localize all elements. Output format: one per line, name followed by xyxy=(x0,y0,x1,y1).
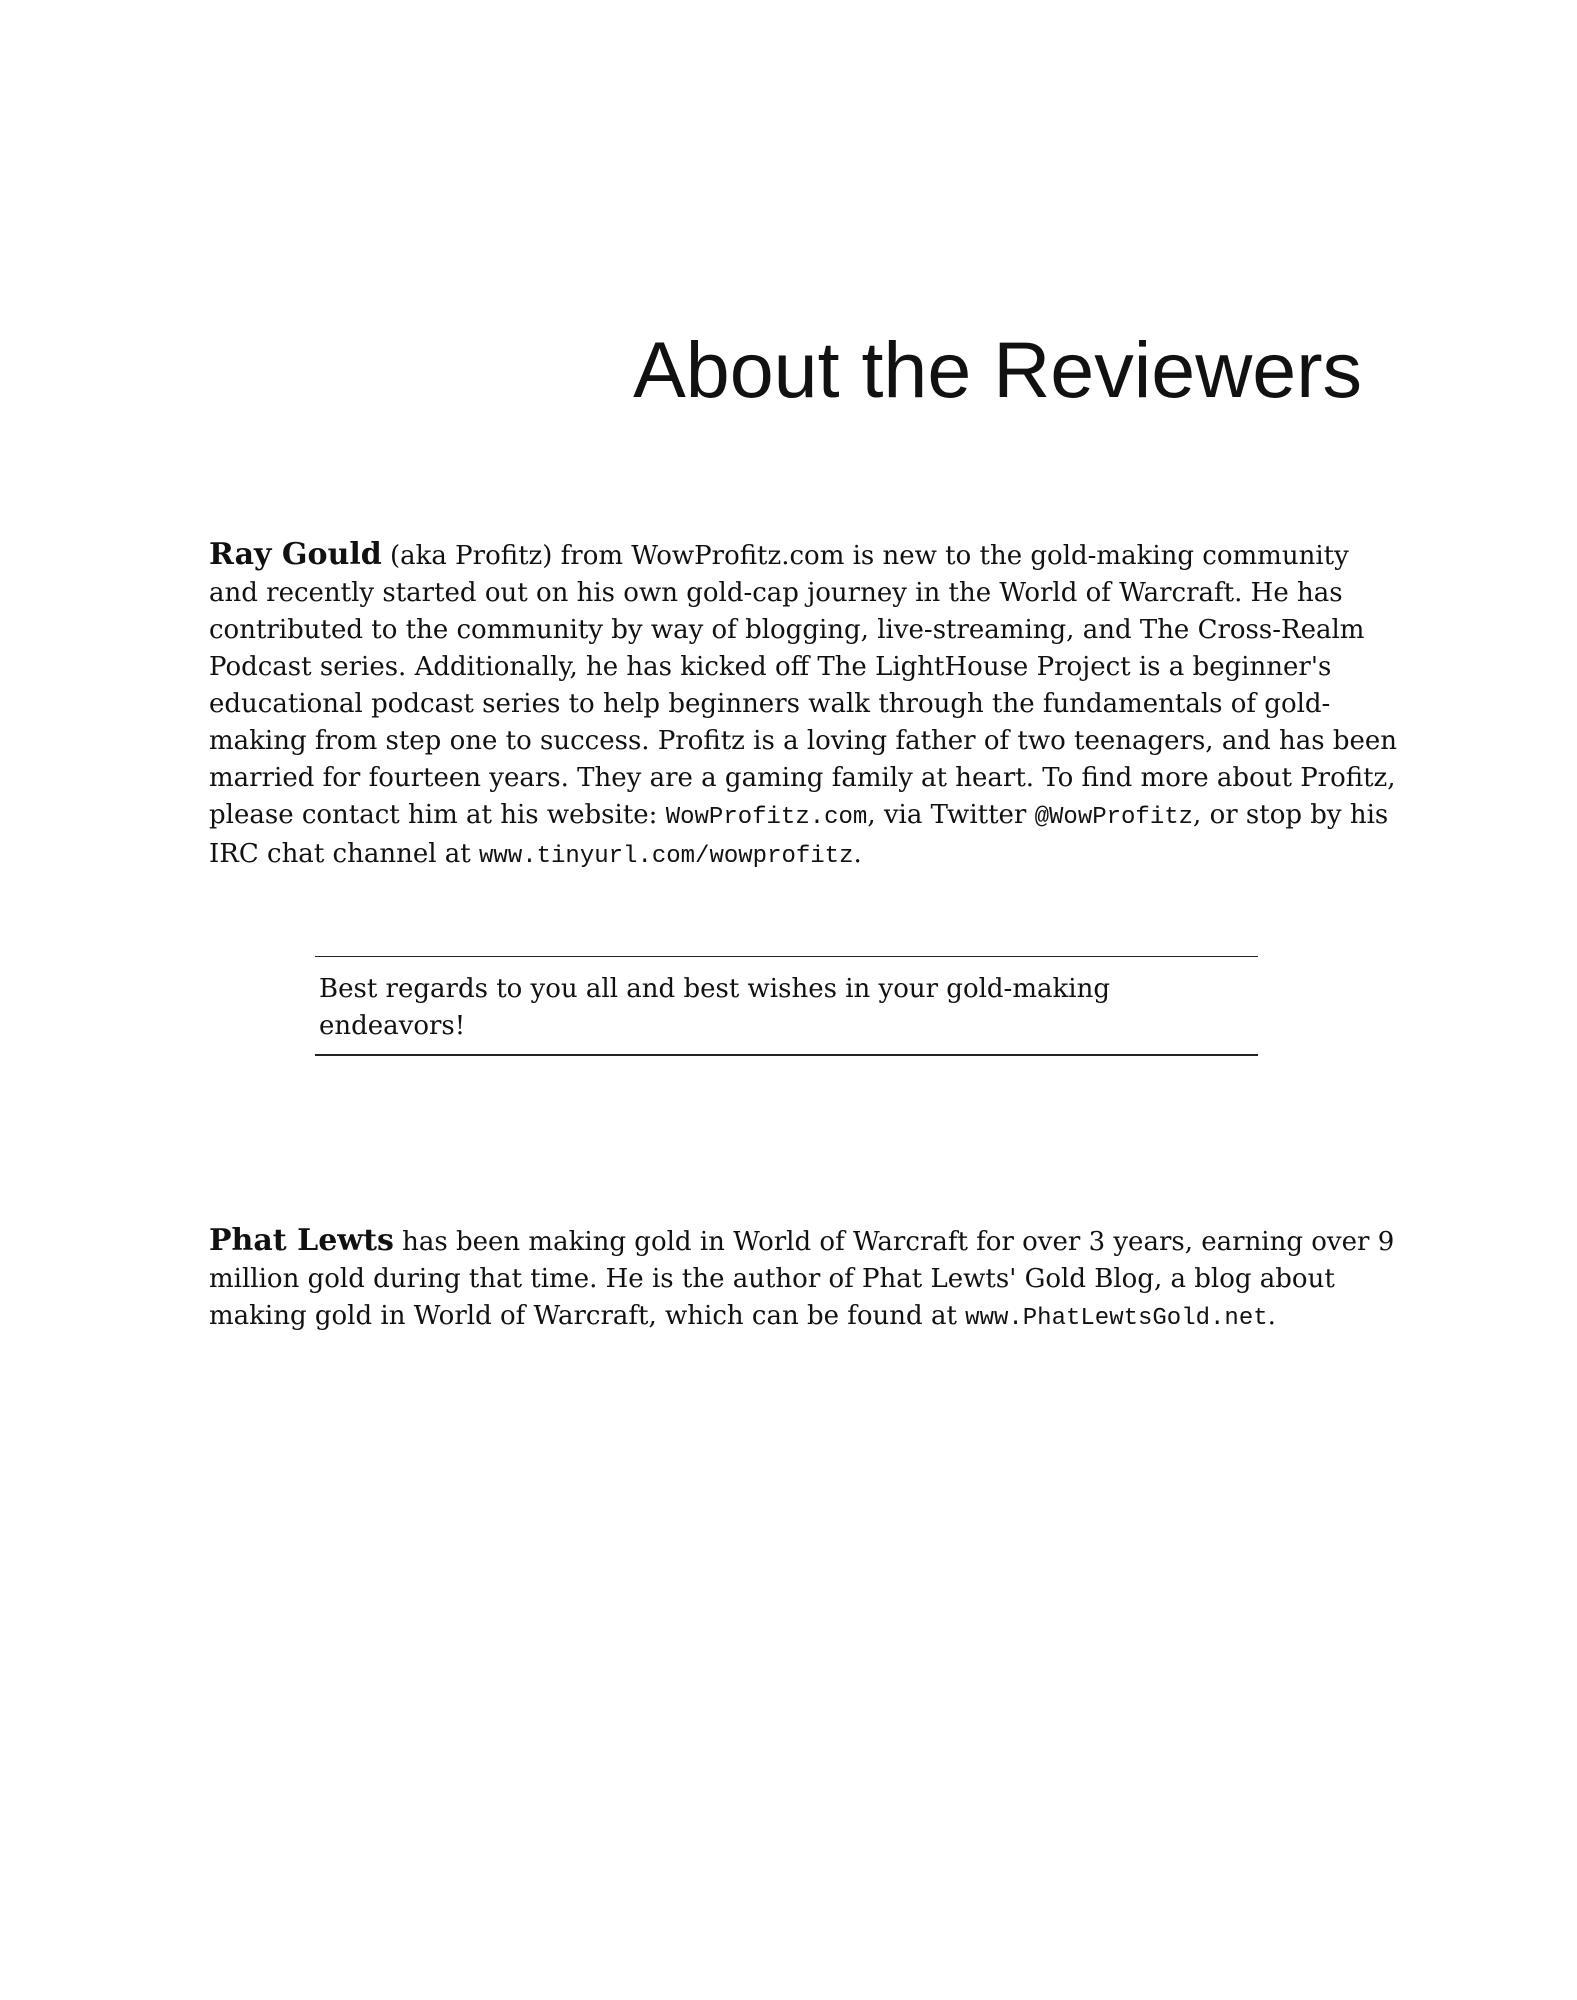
irc-link[interactable]: www.tinyurl.com/wowprofitz xyxy=(479,843,854,870)
bio-text: (aka Profitz) from WowProfitz.com is new to the gold-making community and recently started out on his own gold-cap journey in the World of Warcraft. He has contributed to the community by way of blogging, live-streaming, and The Cross-Realm Podcast series. Additionally, he has kicked off The LightHouse Project is a beginner's educational podcast series to help beginners walk through the fundamentals of gold-making from step one to success. Profitz is a loving father of two teenagers, and has been married for fourteen years. They are a gaming family at heart. To find more about Profitz, please contact him at his website: xyxy=(209,541,1397,830)
callout-box xyxy=(315,956,1258,1056)
reviewer-bio-phat-lewts xyxy=(209,1222,1399,1337)
bio-text: . xyxy=(853,839,862,869)
page-title: About the Reviewers xyxy=(633,325,1362,414)
reviewer-bio-ray-gould xyxy=(209,536,1399,875)
bio-text: . xyxy=(1267,1301,1276,1331)
website-link[interactable]: WowProfitz.com xyxy=(665,804,868,831)
callout-text: Best regards to you all and best wishes in your gold-making endeavors! xyxy=(319,974,1110,1041)
reviewer-name: Ray Gould xyxy=(209,537,382,572)
bio-text: , or stop by his IRC chat channel at xyxy=(209,800,1389,869)
bio-text: has been making gold in World of Warcraft for over 3 years, earning over 9 million gold during that time. He is the author of Phat Lewts' Gold Blog, a blog about making gold in World of Warcraft, which can be found at xyxy=(209,1227,1395,1331)
blog-link[interactable]: www.PhatLewtsGold.net xyxy=(965,1305,1268,1332)
bio-text: , via Twitter xyxy=(867,800,1035,830)
twitter-handle[interactable]: @WowProfitz xyxy=(1034,804,1194,831)
reviewer-name: Phat Lewts xyxy=(209,1223,394,1258)
